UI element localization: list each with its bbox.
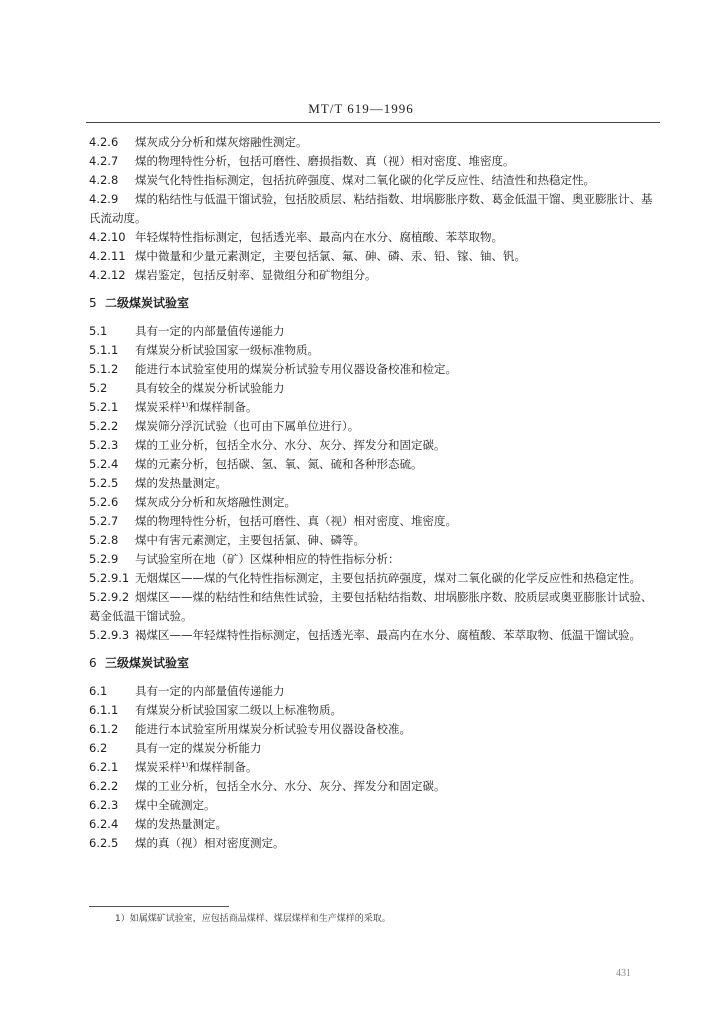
items-group-5 — [89, 322, 661, 645]
page-header: MT/T 619—1996 — [308, 101, 414, 116]
clause-line: 4.2.12 煤岩鉴定，包括反射率、显微组分和矿物组分。 — [89, 268, 377, 282]
clause-line: 5.2.9.1 无烟煤区——煤的气化特性指标测定，主要包括抗碎强度，煤对二氧化碳的化学反应性和热稳定性。 — [89, 571, 641, 585]
clause-line: 4.2.8 煤炭气化特性指标测定，包括抗碎强度、煤对二氧化碳的化学反应性、结渣性和热稳定性。 — [89, 173, 595, 187]
items-group-6 — [89, 682, 661, 853]
section-heading-5: 5 二级煤炭试验室 — [89, 296, 190, 310]
clause-line: 4.2.11 煤中微量和少量元素测定，主要包括氯、氟、砷、磷、汞、铅、镓、铀、钒。 — [89, 249, 526, 263]
clause-line: 6.1.1 有煤炭分析试验国家二级以上标准物质。 — [89, 703, 342, 717]
clause-line: 5.1.2 能进行本试验室使用的煤炭分析试验专用仪器设备校准和检定。 — [89, 362, 457, 376]
clause-line: 6.2 具有一定的煤炭分析能力 — [89, 741, 262, 755]
clause-line: 6.2.1 煤炭采样¹⁾和煤样制备。 — [89, 760, 258, 774]
clause-line: 6.1.2 能进行本试验室所用煤炭分析试验专用仪器设备校准。 — [89, 722, 411, 736]
clause-line: 6.2.5 煤的真（视）相对密度测定。 — [89, 836, 285, 850]
spacer — [89, 285, 661, 294]
clause-line: 5.1.1 有煤炭分析试验国家一级标准物质。 — [89, 343, 319, 357]
clause-line: 6.1 具有一定的内部量值传递能力 — [89, 684, 285, 698]
clause-line: 5.1 具有一定的内部量值传递能力 — [89, 324, 285, 338]
clause-line: 6.2.4 煤的发热量测定。 — [89, 817, 227, 831]
clause-line: 5.2.8 煤中有害元素测定，主要包括氯、砷、磷等。 — [89, 533, 365, 547]
header-rule — [86, 122, 660, 123]
clause-line: 5.2.2 煤炭筛分浮沉试验（也可由下属单位进行）。 — [89, 419, 360, 433]
clause-line: 6.2.2 煤的工业分析，包括全水分、水分、灰分、挥发分和固定碳。 — [89, 779, 446, 793]
clause-line: 4.2.6 煤灰成分分析和煤灰熔融性测定。 — [89, 135, 308, 149]
clause-line: 6.2.3 煤中全硫测定。 — [89, 798, 216, 812]
clause-line: 5.2.6 煤灰成分分析和灰熔融性测定。 — [89, 495, 296, 509]
section-heading-6: 6 三级煤炭试验室 — [89, 656, 190, 670]
clause-line: 5.2.4 煤的元素分析，包括碳、氢、氧、氮、硫和各种形态硫。 — [89, 457, 423, 471]
spacer — [89, 673, 661, 682]
items-group-4-2 — [89, 133, 661, 285]
document-body — [89, 133, 661, 853]
clause-line: 4.2.9 煤的粘结性与低温干馏试验，包括胶质层、粘结指数、坩埚膨胀序数、葛金低温干馏、奥亚膨胀计、基氏流动度。 — [89, 192, 653, 225]
spacer — [89, 313, 661, 322]
clause-line: 5.2.1 煤炭采样¹⁾和煤样制备。 — [89, 400, 258, 414]
clause-line: 5.2.5 煤的发热量测定。 — [89, 476, 227, 490]
clause-line: 5.2.9.2 烟煤区——煤的粘结性和结焦性试验，主要包括粘结指数、坩埚膨胀序数、胶质层或奥亚膨胀计试验、葛金低温干馏试验。 — [89, 590, 653, 623]
clause-line: 5.2.7 煤的物理特性分析，包括可磨性、真（视）相对密度、堆密度。 — [89, 514, 457, 528]
clause-line: 4.2.10 年轻煤特性指标测定，包括透光率、最高内在水分、腐植酸、苯萃取物。 — [89, 230, 503, 244]
clause-line: 5.2 具有较全的煤炭分析试验能力 — [89, 381, 285, 395]
page-number: 431 — [616, 968, 631, 979]
clause-line: 5.2.9 与试验室所在地（矿）区煤种相应的特性指标分析： — [89, 552, 400, 566]
clause-line: 4.2.7 煤的物理特性分析，包括可磨性、磨损指数、真（视）相对密度、堆密度。 — [89, 154, 515, 168]
clause-line: 5.2.3 煤的工业分析，包括全水分、水分、灰分、挥发分和固定碳。 — [89, 438, 446, 452]
footnote-rule — [89, 906, 229, 907]
clause-line: 5.2.9.3 褐煤区——年轻煤特性指标测定，包括透光率、最高内在水分、腐植酸、苯萃取物、低温干馏试验。 — [89, 628, 641, 642]
footnote: 1）如属煤矿试验室，应包括商品煤样、煤层煤样和生产煤样的采取。 — [115, 914, 391, 924]
spacer — [89, 645, 661, 654]
